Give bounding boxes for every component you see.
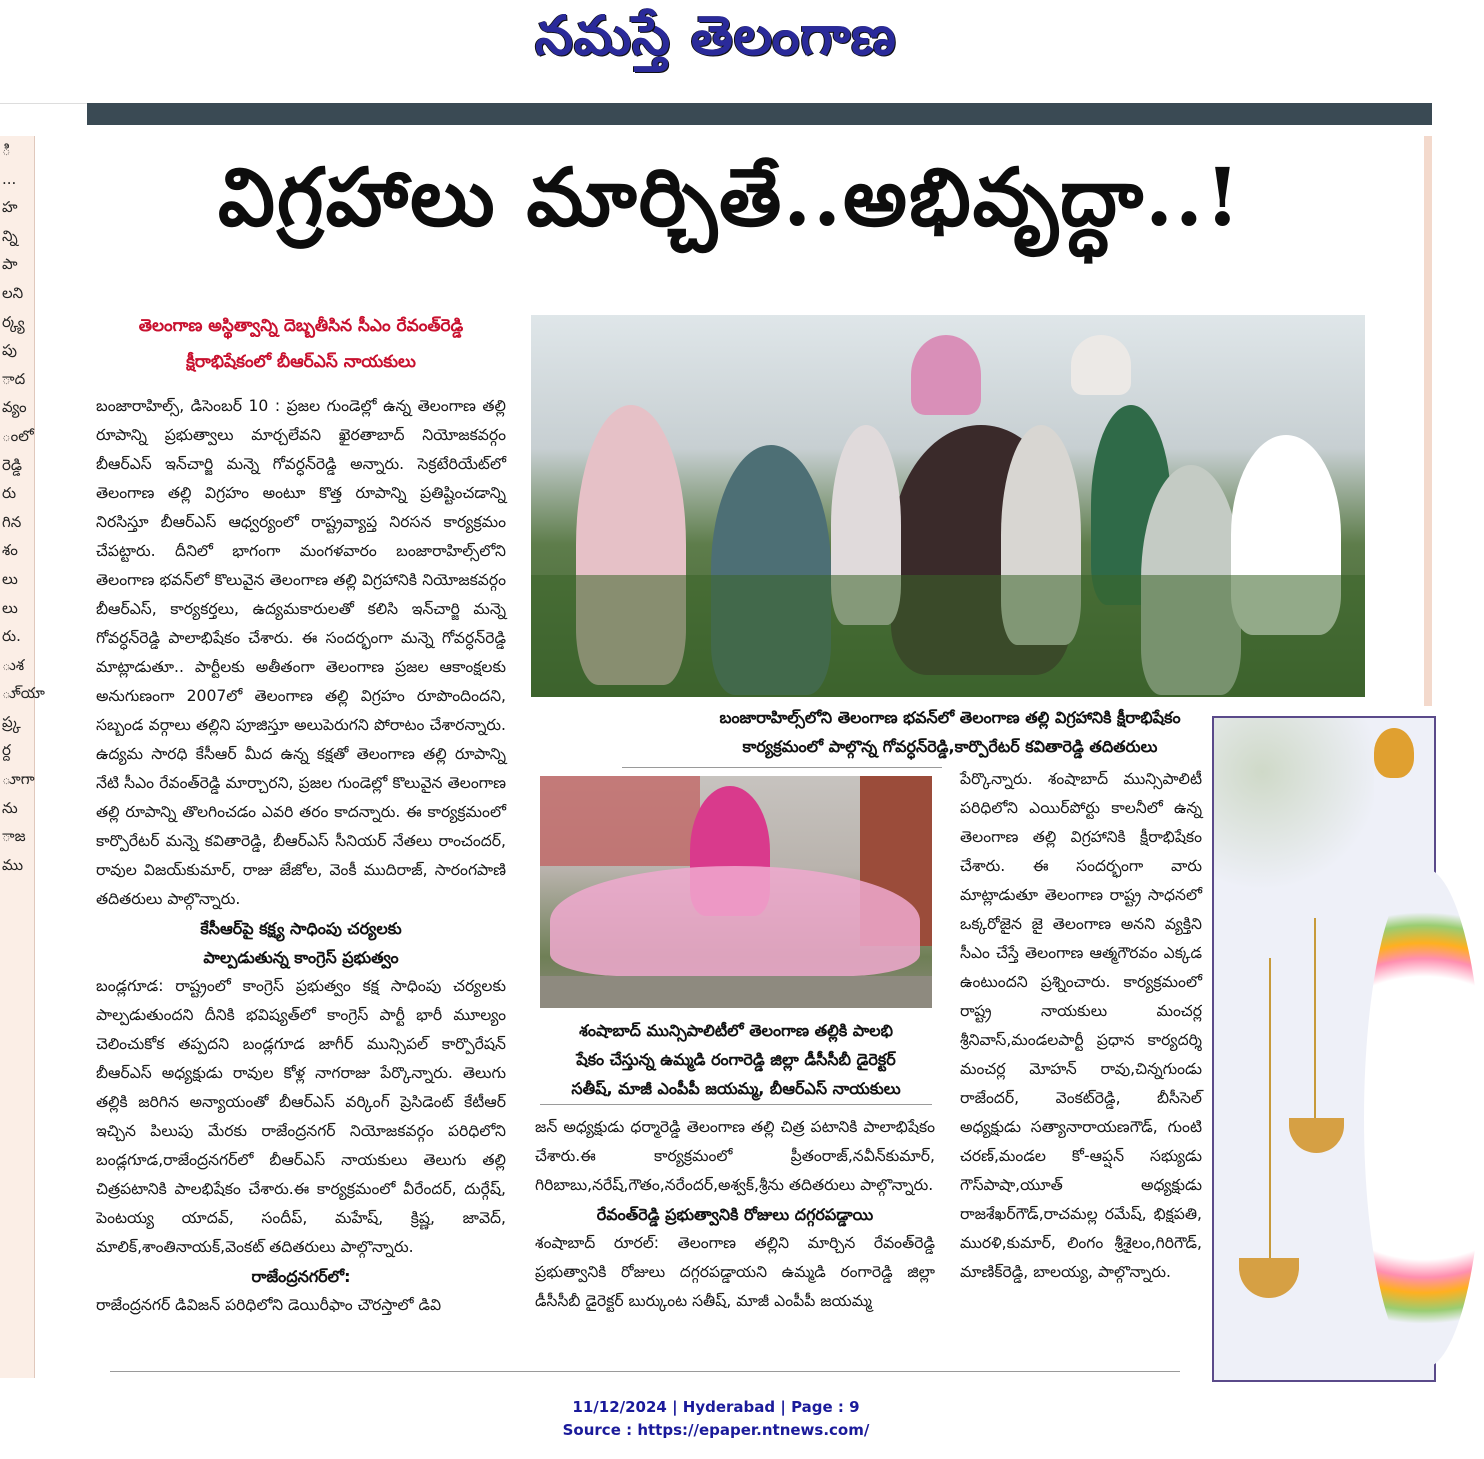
- divider: [622, 767, 942, 768]
- topbar-gap: [0, 103, 87, 126]
- caption-line: షేకం చేస్తున్న ఉమ్మడి రంగారెడ్డి జిల్లా డీసీసీబీ డైరెక్టర్‌: [576, 1050, 896, 1069]
- right-edge-strip: [1424, 136, 1432, 706]
- article-column-2: [535, 1113, 935, 1316]
- article-paragraph: పేర్కొన్నారు. శంషాబాద్‌ మున్సిపాలిటీ పరిధిలోని ఎయిర్‌పోర్టు కాలనీలో ఉన్న తెలంగాణ తల్లి విగ్రహానికి క్షీరాభిషేకం చేశారు. ఈ సందర్భంగా వారు మాట్లాడుతూ తెలంగాణ రాష్ట్ర సాధనలో ఒక్కరోజైన జై తెలంగాణ అనని వ్యక్తిని సీఎం చేస్తే తెలంగాణ ఆత్మగౌరవం ఎక్కడ ఉంటుందని ప్రశ్నించారు. కార్యక్రమంలో రాష్ట్ర నాయకులు మంచర్ల శ్రీనివాస్‌,మండలపార్టీ ప్రధాన కార్యదర్శి మంచర్ల మోహన్‌ రావు,చిన్నగుండు రాజేందర్‌, వెంకట్‌రెడ్డి, బీసీసెల్‌ అధ్యక్షుడు సత్యానారాయణగౌడ్‌, గుంటి చరణ్‌,మండల కో-ఆప్షన్‌ సభ్యుడు గౌస్‌పాషా,యూత్‌ అధ్యక్షుడు రాజశేఖర్‌గౌడ్‌,రాచమల్ల రమేష్‌, భిక్షపతి, మురళి,కుమార్‌, లింగం శ్రీశైలం,గిరిగౌడ్‌, మాణిక్‌రెడ్డి, బాలయ్య, పాల్గొన్నారు.: [960, 770, 1202, 1281]
- photo-2-caption: [540, 1016, 932, 1103]
- caption-line: సతీష్‌, మాజీ ఎంపీపీ జయమ్మ, బీఆర్‌ఎస్‌ నాయకులు: [571, 1079, 901, 1098]
- masthead-logo: నమస్తే తెలంగాణ: [535, 4, 897, 67]
- caption-line: బంజారాహిల్స్‌లోని తెలంగాణ భవన్‌లో తెలంగాణ తల్లి విగ్రహానికి క్షీరాభిషేకం: [719, 708, 1181, 727]
- article-paragraph: బంజారాహిల్స్‌, డిసెంబర్‌ 10 : ప్రజల గుండెల్లో ఉన్న తెలంగాణ తల్లి రూపాన్ని ప్రభుత్వాలు మార్చలేవని ఖైరతాబాద్‌ నియోజకవర్గం బీఆర్‌ఎస్‌ ఇన్‌చార్జి మన్నె గోవర్ధన్‌రెడ్డి అన్నారు. సెక్రటేరియేట్‌లో తెలంగాణ తల్లి విగ్రహం అంటూ కొత్త రూపాన్ని ప్రతిష్టించడాన్ని నిరసిస్తూ బీఆర్‌ఎస్‌ ఆధ్వర్యంలో రాష్ట్రవ్యాప్త నిరసన కార్యక్రమం చేపట్టారు. దీనిలో భాగంగా మంగళవారం బంజారాహిల్స్‌లోని తెలంగాణ భవన్‌లో కొలువైన తెలంగాణ తల్లి విగ్రహానికి నియోజకవర్గం బీఆర్‌ఎస్‌, కార్యకర్తలు, ఉద్యమకారులతో కలిసి ఇన్‌చార్జి మన్నె గోవర్ధన్‌రెడ్డి పాలాభిషేకం చేశారు. ఈ సందర్భంగా మన్నె గోవర్ధన్‌రెడ్డి మాట్లాడుతూ.. పార్టీలకు అతీతంగా తెలంగాణ ప్రజల ఆకాంక్షలకు అనుగుణంగా 2007లో తెలంగాణ తల్లి విగ్రహం రూపొందిందని, సబ్బండ వర్గాలు తల్లిని పూజిస్తూ అలుపెరుగని పోరాటం చేశారన్నారు. ఉద్యమ సారధి కేసీఆర్‌ మీద ఉన్న కక్షతో తెలంగాణ తల్లి రూపాన్ని నేటి సీఎం రేవంత్‌రెడ్డి మార్చారని, ప్రజల గుండెల్లో కొలువైన తెలంగాణ తల్లి రూపాన్ని తొలగించడం ఎవరి తరం కాదన్నారు. ఈ కార్యక్రమంలో కార్పొరేటర్‌ మన్నె కవితారెడ్డి, బీఆర్‌ఎస్‌ సీనియర్‌ నేతలు రాంచందర్‌, రావుల విజయ్‌కుమార్‌, రాజు జేజోల, వెంకీ ముదిరాజ్‌, సారంగపాణి తదితరులు పాల్గొన్నారు.: [96, 397, 506, 908]
- article-paragraph: జన్‌ అధ్యక్షుడు ధర్మారెడ్డి తెలంగాణ తల్లి చిత్ర పటానికి పాలాభిషేకం చేశారు.ఈ కార్యక్రమంలో ప్రీతంరాజ్‌,నవీన్‌కుమార్‌, గిరిబాబు,నరేష్‌,గౌతం,నరేందర్‌,అశ్వక్‌,శ్రీను తదితరులు పాల్గొన్నారు.: [535, 1118, 935, 1194]
- masthead: [0, 0, 1432, 100]
- caption-line: కార్యక్రమంలో పాల్గొన్న గోవర్ధన్‌రెడ్డి,కార్పొరేటర్‌ కవితారెడ్డి తదితరులు: [742, 737, 1158, 756]
- article-column-1: [96, 392, 506, 1320]
- advertisement: [1212, 716, 1436, 1382]
- section-subhead: రేవంత్‌రెడ్డి ప్రభుత్వానికి రోజులు దగ్గరపడ్డాయి: [596, 1205, 874, 1224]
- section-subhead: పాల్పడుతున్న కాంగ్రెస్‌ ప్రభుత్వం: [203, 948, 399, 967]
- article-paragraph: బండ్లగూడ: రాష్ట్రంలో కాంగ్రెస్‌ ప్రభుత్వం కక్ష సాధింపు చర్యలకు పాల్పడుతుందని దీనికి భవిష్యత్‌లో కాంగ్రెస్‌ పార్టీ భారీ మూల్యం చెలించుకోక తప్పదని బండ్లగూడ జాగీర్‌ మున్సిపల్‌ కార్పొరేషన్‌ బీఆర్‌ఎస్‌ అధ్యక్షుడు రావుల కోళ్ల నాగరాజు పేర్కొన్నారు. తెలుగు తల్లికి జరిగిన అన్యాయంతో బీఆర్‌ఎస్‌ వర్కింగ్‌ ప్రెసిడెంట్‌ కేటీఆర్‌ ఇచ్చిన పిలుపు మేరకు రాజేంద్రనగర్‌ నియోజకవర్గం పరిధిలోని బండ్లగూడ,రాజేంద్రనగర్‌లో బీఆర్‌ఎస్‌ నాయకులు తెలుగు తల్లి చిత్రపటానికి పాలభిషేకం చేశారు.ఈ కార్యక్రమంలో వీరేందర్‌, దుర్గేష్‌, పెంటయ్య యాదవ్‌, సందీప్‌, మహేష్‌, క్రిష్ణ, జావెద్‌, మాలిక్‌,శాంతినాయక్‌,వెంకట్‌ తదితరులు పాల్గొన్నారు.: [96, 977, 506, 1256]
- lamp-icon: [1239, 1258, 1299, 1298]
- bottom-divider: [110, 1371, 1180, 1372]
- section-bar: [87, 103, 1432, 125]
- article-paragraph: రాజేంద్రనగర్‌ డివిజన్‌ పరిధిలోని డెయిరీఫాం చౌరస్తాలో డివి: [96, 1296, 442, 1314]
- adjacent-article-strip: [0, 136, 45, 1378]
- subhead-line-1: తెలంగాణ అస్థిత్వాన్ని దెబ్బతీసిన సీఎం రేవంత్‌రెడ్డి: [138, 316, 464, 336]
- divider: [540, 1104, 932, 1105]
- footer-source-link[interactable]: Source : https://epaper.ntnews.com/: [562, 1421, 870, 1439]
- subhead-line-2: క్షీరాభిషేకంలో బీఆర్‌ఎస్‌ నాయకులు: [186, 352, 416, 372]
- photo-shamshabad: [540, 776, 932, 1008]
- section-subhead: రాజేంద్రనగర్‌లో:: [251, 1267, 351, 1286]
- photo-telangana-bhavan: [531, 315, 1365, 697]
- caption-line: శంషాబాద్‌ మున్సిపాలిటీలో తెలంగాణ తల్లికి పాలభి: [579, 1021, 893, 1040]
- article-paragraph: శంషాబాద్‌ రూరల్‌: తెలంగాణ తల్లిని మార్చిన రేవంత్‌రెడ్డి ప్రభుత్వానికి రోజులు దగ్గరపడ్డాయని ఉమ్మడి రంగారెడ్డి జిల్లా డీసీసీబీ డైరెక్టర్‌ బుర్కుంట సతీష్‌, మాజీ ఎంపీపీ జయమ్మ: [535, 1234, 935, 1310]
- adjacent-article-text: ి ... హ న్ని పా లని ర్క్య పు ాద వ్యం ంలో రెడ్డి రు గిన శం లు లు రు. ుశ ూ్యా ప్ర్క ర్ద ూగా ను ాజ ము: [2, 141, 45, 874]
- footer-date: 11/12/2024 | Hyderabad | Page : 9: [572, 1398, 860, 1416]
- diya-icon: [1374, 728, 1414, 778]
- lamp-icon: [1289, 1118, 1344, 1153]
- headline: విగ్రహాలు మార్చితే..అభివృద్ధా..!: [218, 150, 1242, 244]
- article-column-3: [960, 765, 1202, 1287]
- section-subhead: కేసీఆర్‌పై కక్ష్య సాధింపు చర్యలకు: [200, 919, 402, 938]
